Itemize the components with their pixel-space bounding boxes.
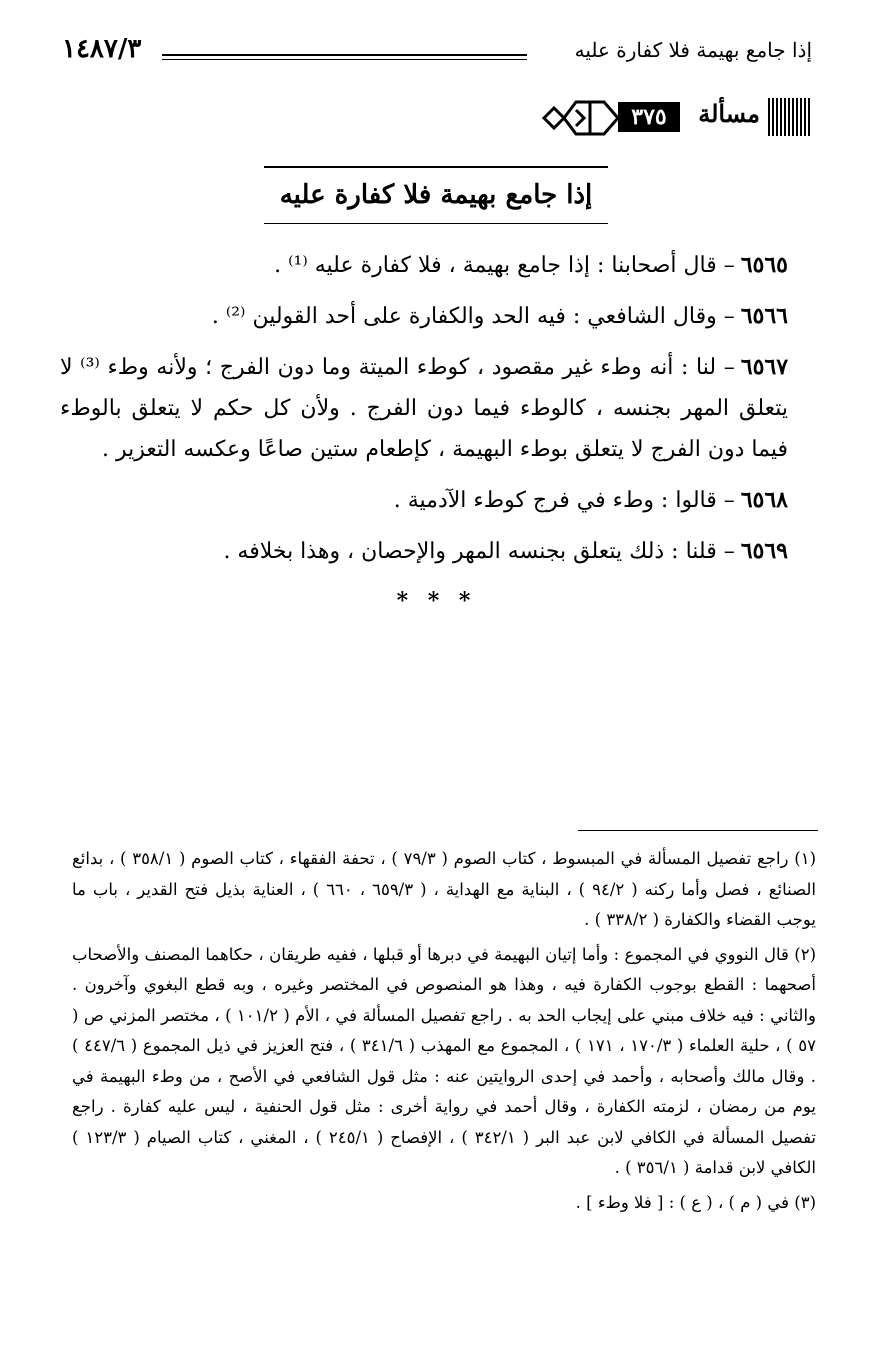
- paragraph-number: ٦٥٦٨: [740, 487, 788, 513]
- paragraph-number: ٦٥٦٦: [740, 303, 788, 329]
- paragraph: ٦٥٦٦– وقال الشافعي : فيه الحد والكفارة على أحد القولين ⁽²⁾ .: [211, 303, 788, 329]
- footnote: (٢) قال النووي في المجموع : وأما إتيان البهيمة في دبرها أو قبلها ، ففيه طريقان ، حكاهما المصنف والأصحاب أصحهما : القطع بوجوب الكفارة فيه ، وهذا هو المنصوص في المختصر وغيره ، وبه قطع البغوي وآخرون . والثاني : فيه خلاف مبني على إيجاب الحد به . راجع تفصيل المسألة في ، الأم ( ١٠١/٢ ) ، مختصر المزني ص ( ٥٧ ) ، حلية العلماء ( ١٧٠/٣ ، ١٧١ ) ، المجموع مع المهذب ( ٣٤١/٦ ) ، فتح العزيز في ذيل المجموع ( ٤٤٧/٦ ) . وقال مالك وأصحابه ، وأحمد في إحدى الروايتين عنه : مثل قول الشافعي في الأصح ، من وطء البهيمة في يوم من رمضان ، لزمته الكفارة ، وقال أحمد في رواية أخرى : مثل قول الحنفية ، ليس عليه كفارة . راجع تفصيل المسألة في الكافي لابن عبد البر ( ٣٤٢/١ ) ، الإفصاح ( ٢٤٥/١ ) ، المغني ، كتاب الصيام ( ١٢٣/٣ ) الكافي لابن قدامة ( ٣٥٦/١ ) .: [72, 944, 817, 1177]
- footnotes: [72, 844, 816, 1222]
- header-rule-thin: [162, 59, 527, 60]
- paragraph: ٦٥٦٩– قلنا : ذلك يتعلق بجنسه المهر والإحصان ، وهذا بخلافه .: [223, 538, 788, 564]
- section-separator: * * *: [396, 588, 477, 614]
- section-title: إذا جامع بهيمة فلا كفارة عليه: [279, 180, 593, 210]
- footnote: (١) راجع تفصيل المسألة في المبسوط ، كتاب الصوم ( ٧٩/٣ ) ، تحفة الفقهاء ، كتاب الصوم ( ٣٥٨/١ ) ، بدائع الصنائع ، فصل وأما ركنه ( ٩٤/٢ ) ، البناية مع الهداية ، ( ٦٥٩/٣ ، ٦٦٠ ) ، العناية بذيل فتح القدير ، باب ما يوجب القضاء والكفارة ( ٣٣٨/٢ ) .: [72, 849, 816, 929]
- running-header: [62, 34, 812, 74]
- masala-number: ٣٧٥: [618, 102, 680, 132]
- page-reference: ١٤٨٧/٣: [62, 34, 142, 64]
- paragraph: ٦٥٦٨– قالوا : وطء في فرج كوطء الآدمية .: [393, 487, 788, 513]
- geometric-ornament-icon: [540, 94, 630, 142]
- masala-banner: [540, 94, 810, 146]
- paragraph-number: ٦٥٦٧: [740, 354, 789, 380]
- paragraph-number: ٦٥٦٥: [740, 252, 788, 278]
- section-title-box: [264, 166, 608, 224]
- footnote-rule: [578, 830, 818, 831]
- paragraph-number: ٦٥٦٩: [740, 538, 788, 564]
- banner-bars-ornament: [768, 98, 810, 136]
- main-text: [60, 245, 788, 572]
- paragraph: ٦٥٦٧– لنا : أنه وطء غير مقصود ، كوطء الميتة وما دون الفرج ؛ ولأنه وطء ⁽³⁾ لا يتعلق المهر بجنسه ، كالوطء فيما دون الفرج . ولأن كل حكم لا يتعلق بالوطء فيما دون الفرج لا يتعلق بوطء البهيمة ، كإطعام ستين صاعًا وعكسه التعزير .: [60, 354, 789, 462]
- masala-label: مسألة: [698, 99, 760, 128]
- paragraph: ٦٥٦٥– قال أصحابنا : إذا جامع بهيمة ، فلا كفارة عليه ⁽¹⁾ .: [274, 252, 788, 278]
- footnote: (٣) في ( م ) ، ( ع ) : [ فلا وطء ] .: [575, 1192, 816, 1212]
- running-title: إذا جامع بهيمة فلا كفارة عليه: [574, 38, 812, 62]
- header-rule: [162, 54, 527, 56]
